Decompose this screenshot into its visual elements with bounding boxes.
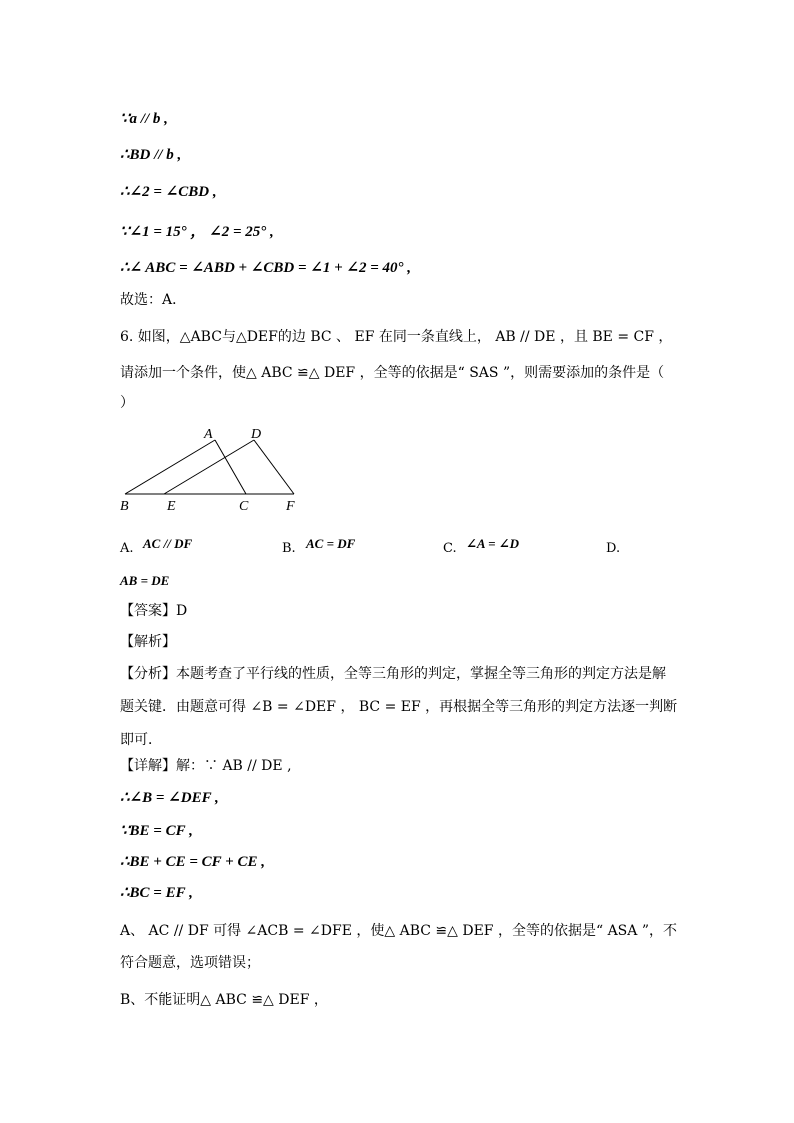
analysis-tag: 【解析】 [120,634,176,650]
proof-line-4: ∵∠1 = 15° ， ∠2 = 25° , [120,224,274,240]
label-c: C [239,499,249,514]
label-d: D [251,427,262,442]
option-d-text: AB = DE [120,573,170,588]
explanation-b-line-1: B、不能证明△ ABC ≌△ DEF ， [120,992,328,1008]
line-df [254,440,294,494]
question-line-1: 6. 如图，△ABC与△DEF的边 BC 、 EF 在同一条直线上， AB // DE ，且 BE = CF ， [120,329,673,345]
proof-line-3: ∴∠2 = ∠CBD , [120,184,217,200]
label-f: F [286,499,295,514]
label-e: E [167,499,176,514]
detail-line-4: ∴BE + CE = CF + CE , [120,854,265,870]
option-b-text: AC = DF [306,536,356,551]
answer-choice-line: 故选：A． [120,292,187,308]
option-b-label: B. [282,541,296,556]
question-line-3: ） [120,395,134,411]
option-c-text: ∠A = ∠D [466,536,520,551]
label-a: A [204,427,213,442]
explanation-a-line-1: A、 AC // DF 可得 ∠ACB = ∠DFE ，使△ ABC ≌△ DEF ，全等的依据是“ ASA ”，不 [120,923,677,939]
option-c-label: C. [443,541,457,556]
detail-line-2: ∴∠B = ∠DEF , [120,790,219,806]
explanation-a-line-2: 符合题意，选项错误； [120,955,260,971]
analysis-line-2: 题关键．由题意可得 ∠B = ∠DEF ， BC = EF ，再根据全等三角形的判定方法逐一判断 [120,699,678,715]
triangle-figure [116,424,306,516]
question-line-2: 请添加一个条件，使△ ABC ≌△ DEF ，全等的依据是“ SAS ”，则需要添加的条件是（ [120,365,665,381]
option-a-text: AC // DF [143,536,193,551]
answer-tag: 【答案】D [120,603,188,619]
proof-line-5: ∴∠ ABC = ∠ABD + ∠CBD = ∠1 + ∠2 = 40° , [120,260,412,276]
option-a-label: A. [120,541,134,556]
line-ed [164,440,254,494]
line-ba [125,440,215,494]
label-b: B [120,499,129,514]
detail-line-5: ∴BC = EF , [120,885,193,901]
detail-line-1: 【详解】解：∵ AB // DE , [120,758,292,774]
proof-line-1: ∵a // b , [120,111,168,127]
detail-line-3: ∵BE = CF , [120,823,193,839]
analysis-line-3: 即可． [120,732,162,748]
proof-line-2: ∴BD // b , [120,147,182,163]
analysis-line-1: 【分析】本题考查了平行线的性质，全等三角形的判定，掌握全等三角形的判定方法是解 [120,666,666,682]
option-d-label: D. [606,541,621,556]
